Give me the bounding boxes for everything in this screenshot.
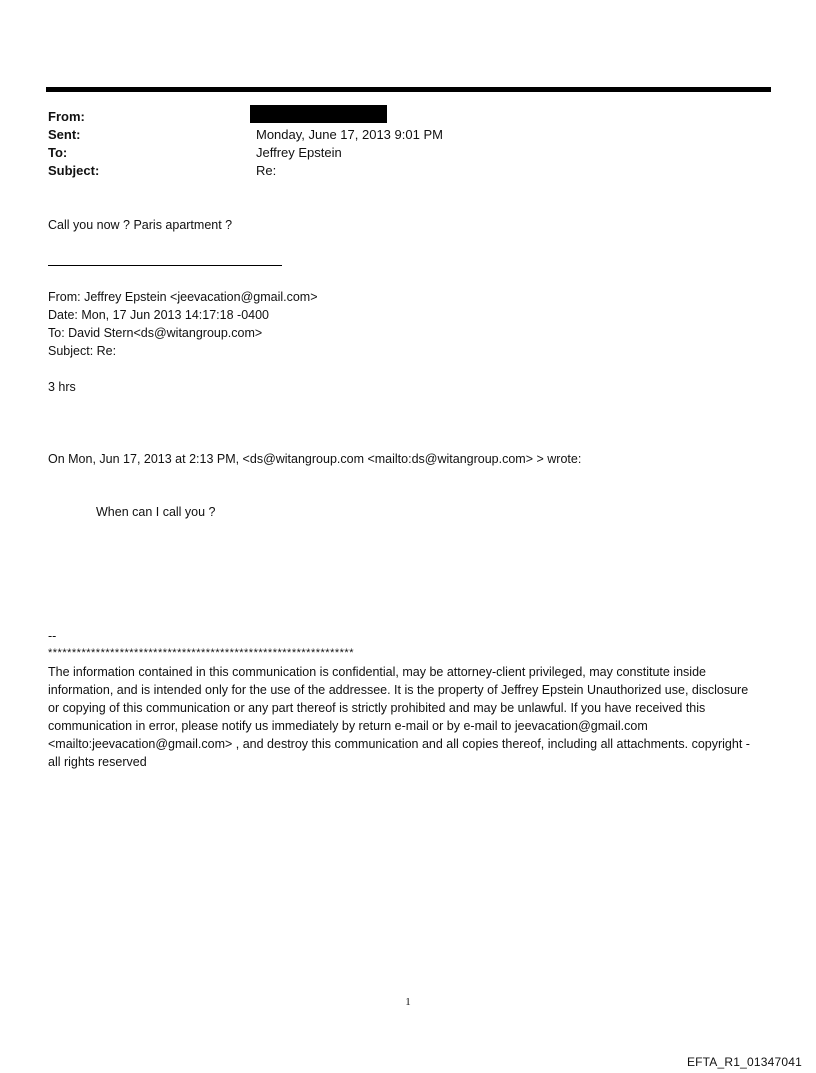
to-value: Jeffrey Epstein (256, 145, 342, 160)
sent-label: Sent: (48, 127, 81, 142)
subject-label: Subject: (48, 163, 100, 178)
quoted-separator-rule (48, 265, 282, 266)
to-label: To: (48, 145, 68, 160)
signature-dashes: -- (48, 629, 57, 643)
quoted-to-line: To: David Stern<ds@witangroup.com> (48, 326, 263, 340)
quoted-message-text: 3 hrs (48, 380, 76, 394)
nested-message-text: When can I call you ? (96, 505, 216, 519)
sent-value: Monday, June 17, 2013 9:01 PM (256, 127, 443, 142)
page-number: 1 (405, 996, 411, 1008)
quoted-date-line: Date: Mon, 17 Jun 2013 14:17:18 -0400 (48, 308, 269, 322)
quoted-from-line: From: Jeffrey Epstein <jeevacation@gmail.com> (48, 290, 318, 304)
signature-star-divider: **************************************************************** (48, 647, 354, 659)
subject-value: Re: (256, 163, 277, 178)
bates-number: EFTA_R1_01347041 (686, 1055, 802, 1069)
header-top-rule (46, 87, 771, 92)
from-label: From: (48, 109, 85, 124)
confidentiality-disclaimer: The information contained in this communication is confidential, may be attorney-client privileged, may constitute inside information, and is intended only for the use of the addressee. It is the property of Jeffrey Epstein Unauthorized use, disclosure or copying of this communication or any part thereof is strictly prohibited and may be unlawful. If you have received this communication in error, please notify us immediately by return e-mail or by e-mail to jeevacation@gmail.com <mailto:jeevacation@gmail.com> , and destroy this communication and all copies thereof, including all attachments. copyright -all rights reserved (48, 665, 750, 769)
redacted-sender-block (250, 105, 387, 123)
quoted-subject-line: Subject: Re: (48, 344, 117, 358)
quoted-attribution-line: On Mon, Jun 17, 2013 at 2:13 PM, <ds@witangroup.com <mailto:ds@witangroup.com> > wrote: (48, 452, 582, 466)
reply-body-text: Call you now ? Paris apartment ? (48, 218, 233, 232)
